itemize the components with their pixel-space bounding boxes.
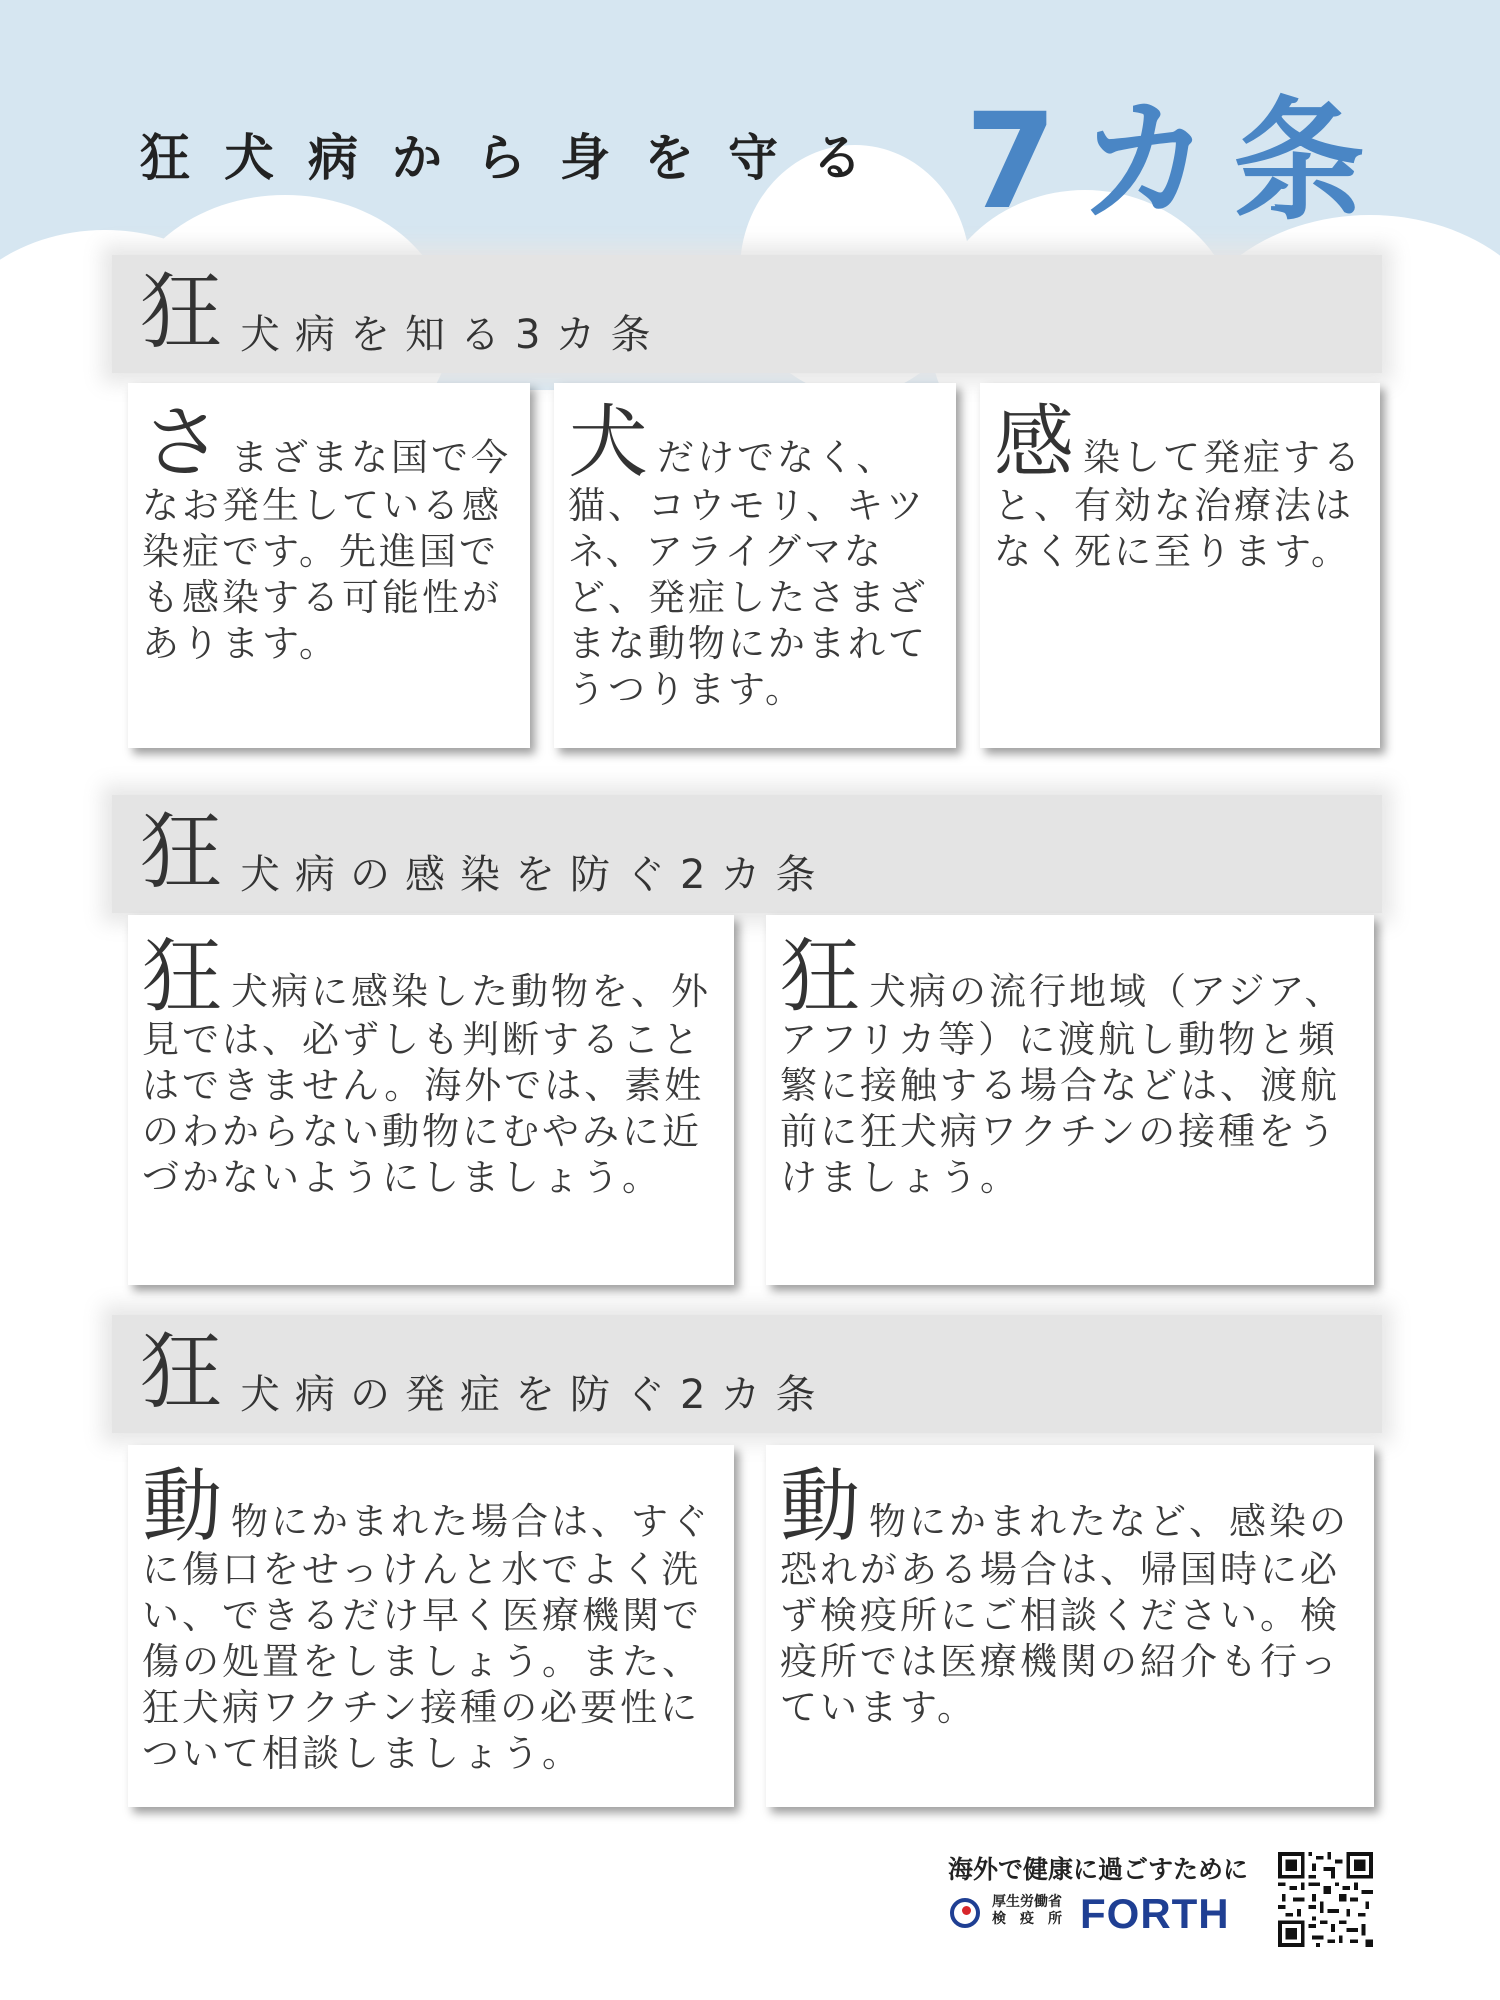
card-lead-char: さ [142,396,225,489]
card-lead-char: 狂 [780,930,863,1023]
section-banner [112,795,1382,913]
section-banner [112,255,1382,373]
banner-lead-char: 狂 [140,1325,223,1420]
rule-card [766,1445,1374,1807]
card-text: だけでなく、猫、コウモリ、キツネ、アライグマなど、発症したさまざまな動物にかまれてうつります。 [568,436,928,711]
qr-code-icon[interactable] [1278,1852,1373,1947]
ministry-logo-icon [950,1898,980,1928]
ministry-name-line1: 厚生労働省 [992,1894,1062,1910]
banner-lead-char: 狂 [140,805,223,900]
card-lead-char: 感 [994,396,1077,489]
ministry-name-line2: 検 疫 所 [992,1911,1062,1927]
rule-card [128,915,734,1285]
rule-card [128,1445,734,1807]
rule-card [766,915,1374,1285]
page-title: 狂犬病から身を守る [140,129,896,187]
forth-logo: FORTH [1080,1890,1230,1937]
rule-card [554,383,956,748]
rule-card [980,383,1380,748]
card-text: まざまな国で今なお発生している感染症です。先進国でも感染する可能性があります。 [142,436,511,665]
card-text: 犬病の流行地域（アジア、アフリカ等）に渡航し動物と頻繁に接触する場合などは、渡航前に狂犬病ワクチンの接種をうけましょう。 [780,970,1345,1199]
card-lead-char: 狂 [142,930,225,1023]
footer-tagline: 海外で健康に過ごすために [948,1855,1249,1884]
section-banner [112,1315,1382,1433]
card-text: 染して発症すると、有効な治療法はなく死に至ります。 [994,436,1363,573]
banner-heading: 犬病の感染を防ぐ2カ条 [240,852,831,898]
card-text: 犬病に感染した動物を、外見では、必ずしも判断することはできません。海外では、素姓のわからない動物にむやみに近づかないようにしましょう。 [142,970,711,1199]
card-lead-char: 動 [780,1460,863,1553]
ministry-branding [950,1890,1250,1945]
page-title-emphasis: 7カ条 [965,85,1387,239]
card-lead-char: 動 [142,1460,225,1553]
card-lead-char: 犬 [568,396,651,489]
rule-card [128,383,530,748]
banner-heading: 犬病を知る3カ条 [240,312,666,358]
card-text: 物にかまれた場合は、すぐに傷口をせっけんと水でよく洗い、できるだけ早く医療機関で傷の処置をしましょう。また、狂犬病ワクチン接種の必要性について相談しましょう。 [142,1500,711,1775]
banner-lead-char: 狂 [140,265,223,360]
banner-heading: 犬病の発症を防ぐ2カ条 [240,1372,831,1418]
card-text: 物にかまれたなど、感染の恐れがある場合は、帰国時に必ず検疫所にご相談ください。検疫所では医療機関の紹介も行っています。 [780,1500,1349,1729]
